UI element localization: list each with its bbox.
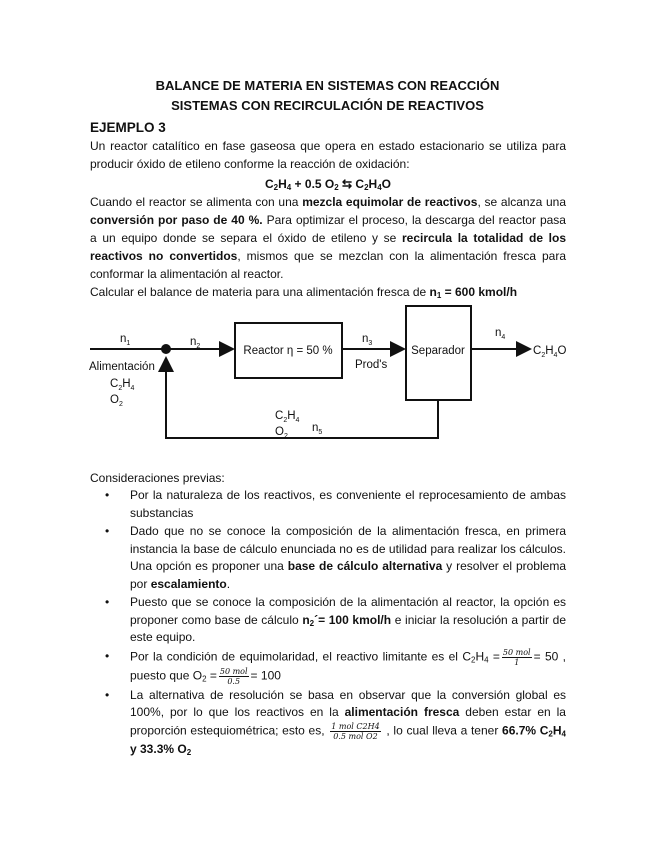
label-product-c2h4o: $C_2H_4O$ [533,345,567,359]
label-n5: $n_5$ [312,422,323,436]
label-recycle-c2h4: $C_2H_4$ [275,410,300,424]
text-run: . [226,576,231,591]
fraction-denominator: 0.5 [227,676,241,686]
bold-text: C [264,177,274,191]
bold-text: + 0.5 O [291,177,335,191]
label-n1: $n_1$ [120,333,131,347]
text-run: y resolver el problema por [130,559,566,591]
label-feed-c2h4: $C_2H_4$ [110,378,135,392]
text-run: = [206,668,217,683]
subscript: 2 [334,183,339,192]
subscript: 4 [561,729,566,739]
consideration-item [130,687,566,759]
label-n4: $n_4$ [495,327,506,341]
consideration-item [130,594,566,647]
text-run: = [488,649,500,664]
label-n2: $n_2$ [190,336,201,350]
bold-text: H [278,177,287,191]
document-title: BALANCE DE MATERIA EN SISTEMAS CON REACCIÓN [155,78,500,93]
bold-text: conversión por paso de 40 %. [90,213,263,227]
bold-text: 66.7% C [502,723,549,738]
fraction [502,648,532,667]
fraction [330,722,380,741]
subscript: 2 [309,618,315,628]
text-run: Para optimizar el proceso, la descarga del reactor pasa a un equipo donde se separa el óxido de etileno y se [90,213,566,245]
text-run: Cuando el reactor se alimenta con una [90,195,303,209]
bold-text: y 33.3% O [130,741,187,756]
bold-text: ´= 100 kmol/h [314,612,392,627]
fraction [219,667,249,686]
text-run: e iniciar la resolución a partir de este equipo. [130,612,566,644]
example-heading: EJEMPLO 3 [90,120,166,135]
text-run: deben estar en la proporción estequiométrica; esto es, [130,705,566,738]
bold-text: escalamiento [150,576,227,591]
subscript: 2 [470,655,476,665]
label-n3: $n_3$ [362,333,373,347]
text-run: H [475,649,485,664]
subscript: 2 [364,183,369,192]
document-subtitle: SISTEMAS CON RECIRCULACIÓN DE REACTIVOS [171,98,484,113]
text-run: Por la naturaleza de los reactivos, es conveniente el reprocesamiento de ambas substancias [130,488,566,520]
reactor-label: Reactor η = 50 % [243,345,333,357]
subscript: 4 [484,655,489,665]
text-run: La alternativa de resolución se basa en observar que la conversión global es 100%, por lo que los reactivos en la [130,687,566,719]
fraction-numerator: 50 mol [219,666,248,676]
consideration-item [130,648,566,686]
bold-text: ⇆ C [338,177,365,191]
text-run: = 50 , puesto que O [130,649,566,683]
text-run: , se alcanza una [477,195,566,209]
consideration-item [130,523,566,593]
mixing-node [161,344,171,354]
bold-text: base de cálculo alternativa [287,559,443,573]
text-run: , lo cual lleva a tener [382,723,503,738]
bold-text: n [302,612,310,627]
subscript: 1 [436,291,442,300]
fraction-numerator: 50 mol [502,647,531,657]
label-prods: Prod's [355,359,388,371]
bold-text: n [429,285,437,299]
subscript: 4 [286,183,292,192]
considerations-heading: Consideraciones previas: [90,471,225,485]
bold-text: mezcla equimolar de reactivos [302,195,478,209]
fraction-denominator: 0.5 mol O2 [333,731,378,741]
subscript: 4 [377,183,382,192]
label-feed: Alimentación [89,361,155,373]
subscript: 2 [548,729,553,739]
label-feed-o2: $O_2$ [110,394,123,408]
text-run: Puesto que se conoce la composición de la alimentación al reactor, la opción es proponer como base de cálculo [130,595,566,627]
fraction-numerator: 1 mol C2H4 [331,721,380,731]
label-recycle-o2: $O_2$ [275,426,288,440]
bold-text: H [552,723,562,738]
bold-text: = 600 kmol/h [441,285,518,299]
fraction-denominator: 1 [514,657,520,667]
subscript: 2 [273,183,279,192]
text-run: , mismos que se mezclan con la alimentación fresca para conformar la alimentación al reactor. [90,249,566,281]
text-run: Por la condición de equimolaridad, el reactivo limitante es el C [130,649,471,664]
text-run: Un reactor catalítico en fase gaseosa que opera en estado estacionario se utiliza para producir óxido de etileno conforme la reacción de oxidación: [90,139,566,171]
bold-text: recircula la totalidad de los reactivos no convertidos [90,231,566,263]
text-run: Calcular el balance de materia para una alimentación fresca de [90,285,430,299]
separator-label: Separador [411,345,465,357]
bold-text: H [368,177,378,191]
subscript: 2 [186,747,192,757]
text-run: Dado que no se conoce la composición de la alimentación fresca, en primera instancia la base de cálculo enunciada no es de utilidad para realizar los cálculos. Una opción es proponer una [130,524,566,573]
text-run: = 100 [250,668,281,683]
recycle-stream-line [166,358,438,438]
subscript: 2 [202,674,207,684]
bold-text: alimentación fresca [344,705,460,719]
consideration-item [130,487,566,522]
bold-text: O [381,177,392,191]
considerations-list [90,487,566,758]
